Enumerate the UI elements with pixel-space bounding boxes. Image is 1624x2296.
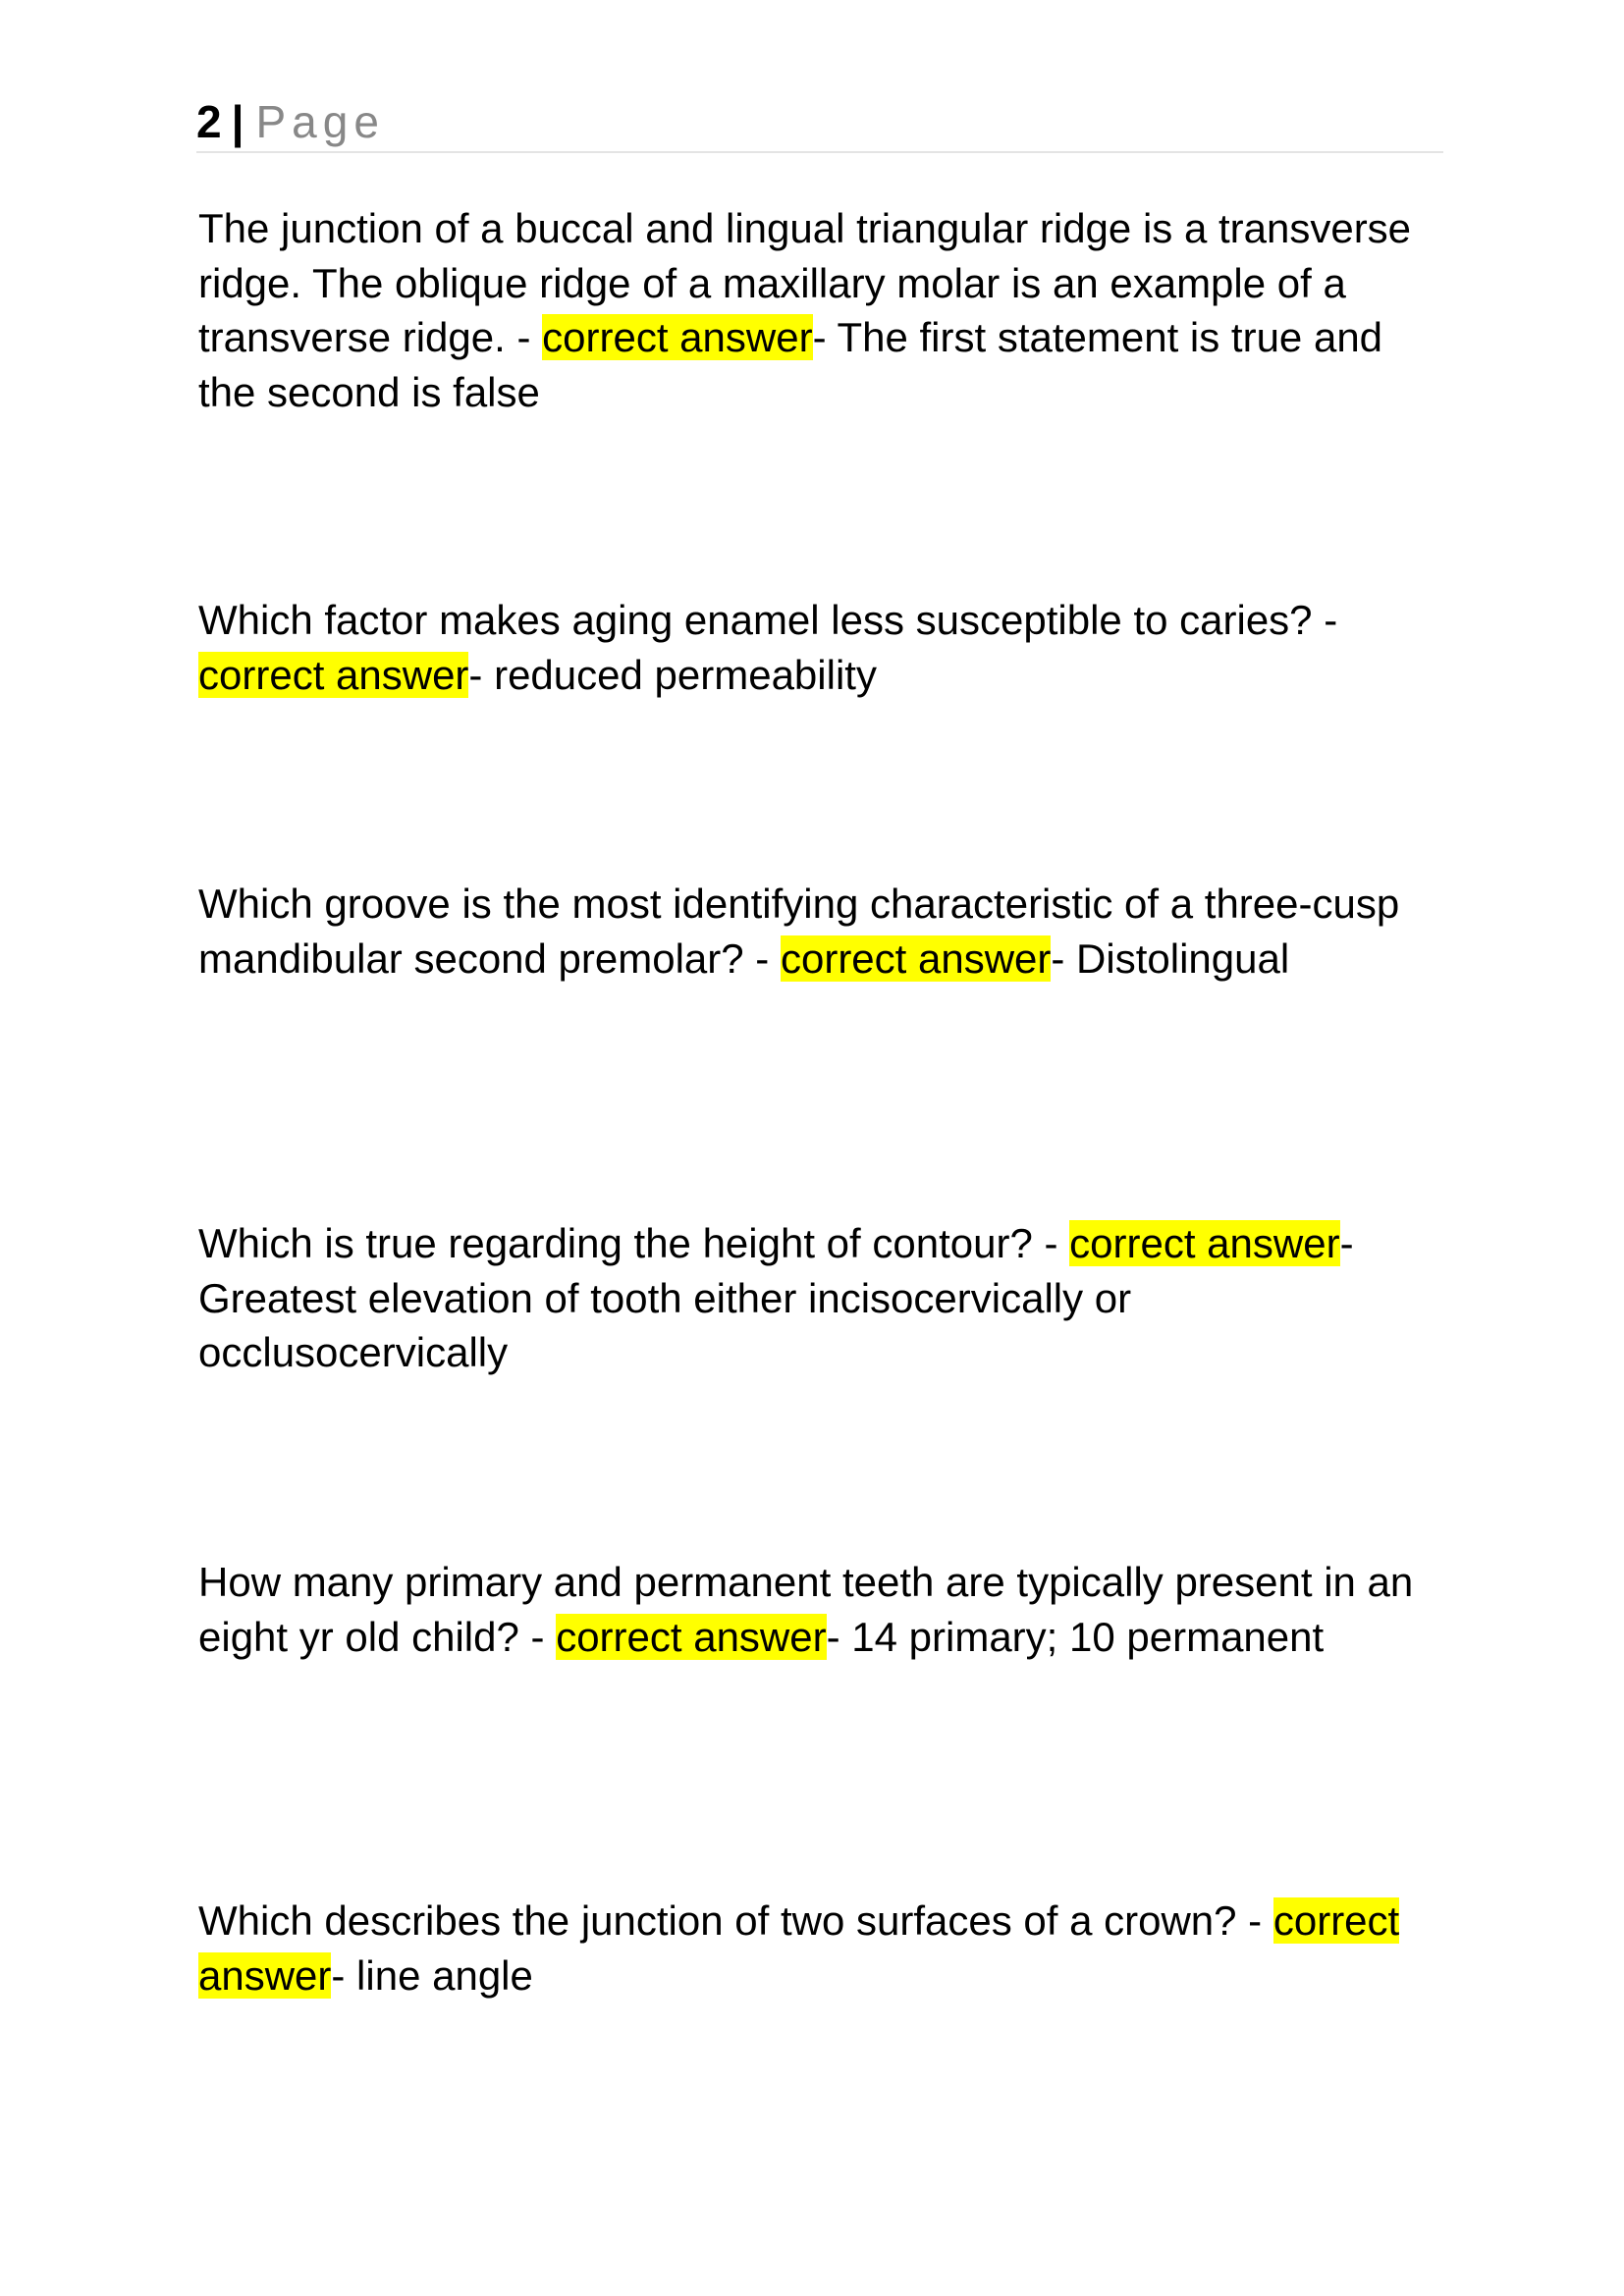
correct-answer-marker: correct answer — [542, 314, 813, 360]
question-text: Which is true regarding the height of contour? - — [198, 1220, 1070, 1266]
answer-text: - The first statement is true and the second is false — [198, 314, 1383, 415]
question-text: How many primary and permanent teeth are typically present in an eight yr old child? - — [198, 1559, 1414, 1660]
answer-text: - Greatest elevation of tooth either incisocervically or occlusocervically — [198, 1220, 1354, 1375]
page-header — [196, 94, 1443, 153]
correct-answer-marker: correct answer — [198, 1897, 1400, 1999]
question-text: Which factor makes aging enamel less susceptible to caries? - — [198, 597, 1338, 643]
qa-item-1 — [198, 201, 1445, 419]
qa-item-3 — [198, 877, 1445, 986]
page-number: 2 — [196, 96, 222, 147]
correct-answer-marker: correct answer — [780, 934, 1052, 982]
header-separator: | — [231, 96, 244, 147]
correct-answer-marker: correct answer — [556, 1613, 827, 1660]
qa-item-4 — [198, 1216, 1445, 1380]
correct-answer-marker: correct answer — [1069, 1220, 1340, 1266]
answer-text: - line angle — [331, 1951, 533, 1999]
qa-item-6 — [198, 1894, 1445, 2002]
page-label: Page — [255, 96, 385, 147]
question-text: Which groove is the most identifying characteristic of a three-cusp mandibular second premolar? - — [198, 881, 1400, 982]
question-text: The junction of a buccal and lingual triangular ridge is a transverse ridge. The oblique ridge of a maxillary molar is an example of a transverse ridge. - — [198, 205, 1412, 360]
answer-text: - Distolingual — [1051, 934, 1290, 982]
answer-text: - reduced permeability — [468, 651, 877, 698]
answer-text: - 14 primary; 10 permanent — [826, 1613, 1325, 1660]
correct-answer-marker: correct answer — [198, 651, 469, 698]
qa-item-5 — [198, 1555, 1445, 1664]
question-text: Which describes the junction of two surfaces of a crown? - — [198, 1897, 1273, 1944]
qa-item-2 — [198, 593, 1445, 702]
